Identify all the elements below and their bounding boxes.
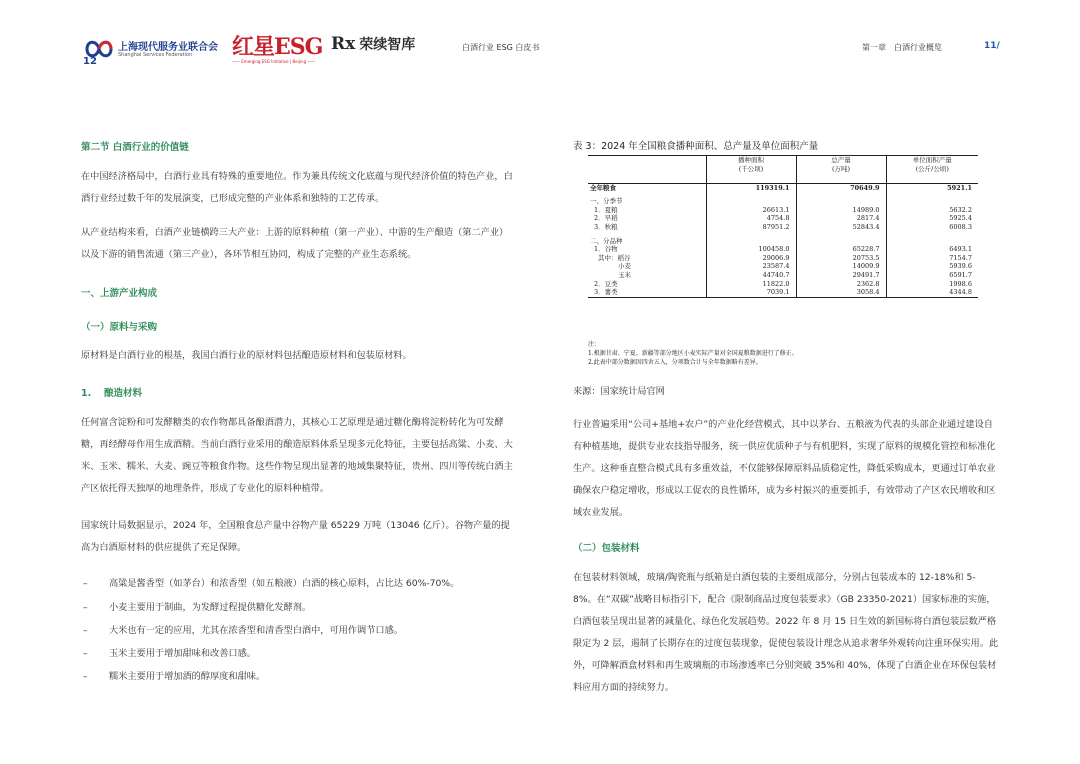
rongxu-name: 荣续智库 [359, 37, 416, 53]
table-notes [588, 340, 798, 367]
list-item [83, 599, 311, 613]
page-number-left: 12 [83, 56, 97, 67]
hongxing-esg-tagline: —— Emerging ESG Initiative | Beijing —— [232, 59, 316, 64]
bullet-dash: – [83, 648, 88, 659]
rongxu-think-tank-logo [331, 34, 415, 58]
heading-brewing-materials: 1. 酿造材料 [81, 388, 143, 399]
intro-paragraph-2: 从产业结构来看，白酒产业链横跨三大产业：上游的原料种植（第一产业）、中游的生产酿造（第二产业）以及下游的销售流通（第三产业），各环节相互协同，构成了完整的产业生态系统。 [81, 227, 509, 260]
packaging-paragraph: 在包装材料领域，玻璃/陶瓷瓶与纸箱是白酒包装的主要组成部分，分别占包装成本的 12-18%和 5-8%。在“双碳”战略目标指引下，配合《限制商品过度包装要求》（GB 23350-2021）国家标准的实施，白酒包装呈现出显著的减量化、绿色化发展趋势。2022 年 8 月 15 日生效的新国标将白酒包装层数严格限定为 2 层，遏制了长期存在的过度包装现象，促使包装设计理念从追求奢华外观转向注重环保实用。此外，可降解酒盒材料和再生玻璃瓶的市场渗透率已分别突破 35%和 40%，体现了白酒企业在环保包装材料应用方面的持续努力。 [573, 572, 999, 693]
bullet-dash: – [83, 625, 88, 636]
table-row: 1．谷物 100458.0 65228.7 6493.1 [588, 245, 978, 254]
list-item [83, 622, 403, 636]
page-number-right: 11/ [984, 41, 1000, 51]
table-row: 玉米 44740.7 29491.7 6591.7 [588, 271, 978, 280]
table-source: 来源：国家统计局官网 [573, 386, 665, 397]
table-row: 其中：稻谷 29006.9 20753.5 7154.7 [588, 254, 978, 263]
brewing-paragraph-2: 国家统计局数据显示，2024 年，全国粮食总产量中谷物产量 65229 万吨（13046 亿斤）。谷物产量的提高为白酒原材料的供应提供了充足保障。 [81, 520, 510, 553]
list-item-text: 小麦主要用于制曲，为发酵过程提供糖化发酵剂。 [109, 602, 312, 613]
table-note-2: 2.此表中部分数据因四舍五入，分项数合计与全年数据略有差异。 [588, 359, 762, 366]
list-item [83, 575, 459, 589]
list-item [83, 668, 265, 682]
federation-name: 上海现代服务业联合会 [118, 42, 218, 53]
table-row: 3．秋粮 87951.2 52843.4 6008.3 [588, 223, 978, 232]
hongxing-esg-name: 红星ESG [232, 34, 323, 60]
bullet-dash: – [83, 578, 88, 589]
raw-materials-intro: 原材料是白酒行业的根基，我国白酒行业的原材料包括酿造原材料和包装原材料。 [81, 350, 412, 361]
brewing-paragraph-1: 任何富含淀粉和可发酵糖类的农作物都具备酿酒潜力，其核心工艺原理是通过糖化酶将淀粉转化为可发酵糖，再经酵母作用生成酒精。当前白酒行业采用的酿造原料体系呈现多元化特征，主要包括高粱、小麦、大米、玉米、糯米、大麦、豌豆等粮食作物。这些作物呈现出显著的地域集聚特征，贵州、四川等传统白酒主产区依托得天独厚的地理条件，形成了专业化的原料种植带。 [81, 417, 513, 494]
table-caption: 表 3：2024 年全国粮食播种面积、总产量及单位面积产量 [573, 141, 819, 152]
table-header-area: 播种面积 (千公顷) [706, 156, 796, 175]
list-item [83, 645, 256, 659]
table-row: 2．早稻 4754.8 2817.4 5925.4 [588, 214, 978, 223]
list-item-text: 玉米主要用于增加甜味和改善口感。 [109, 648, 256, 659]
document-title: 白酒行业 ESG 白皮书 [462, 43, 540, 52]
chapter-title: 第一章 白酒行业概览 [862, 43, 942, 52]
hongxing-esg-logo [232, 30, 323, 64]
bullet-dash: – [83, 602, 88, 613]
table-row: 3．薯类 7039.1 3058.4 4344.8 [588, 288, 978, 297]
table-group-title: 二、分品种 [588, 237, 978, 246]
business-model-paragraph: 行业普遍采用“公司+基地+农户”的产业化经营模式，其中以茅台、五粮液为代表的头部企业通过建设自有种植基地，提供专业农技指导服务，统一供应优质种子与有机肥料，实现了原料的规模化管控和标准化生产。这种垂直整合模式具有多重效益，不仅能够保障原料品质稳定性，降低采购成本，更通过订单农业确保农户稳定增收，形成以工促农的良性循环，成为乡村振兴的重要抓手，有效带动了产区农民增收和区域农业发展。 [573, 419, 996, 518]
table-group-title: 一、分季节 [588, 197, 978, 206]
bullet-dash: – [83, 671, 88, 682]
list-item-text: 大米也有一定的应用，尤其在浓香型和清香型白酒中，可用作调节口感。 [109, 625, 403, 636]
section-title: 第二节 白酒行业的价值链 [81, 142, 189, 153]
table-row: 全年粮食 119319.1 70649.9 5921.1 [588, 183, 978, 192]
table-row: 小麦 23587.4 14009.9 5939.6 [588, 262, 978, 271]
rongxu-mark-icon: Rx [331, 34, 356, 54]
table-row: 2．豆类 11822.0 2362.8 1998.6 [588, 280, 978, 289]
table-row: 1．夏粮 26613.1 14989.0 5632.2 [588, 206, 978, 215]
federation-english-name: Shanghai Services Federation [118, 52, 193, 58]
table-note-label: 注： [588, 341, 601, 348]
list-item-text: 高粱是酱香型（如茅台）和浓香型（如五粮液）白酒的核心原料，占比达 60%-70%。 [109, 578, 460, 589]
intro-paragraph-1: 在中国经济格局中，白酒行业具有特殊的重要地位。作为兼具传统文化底蕴与现代经济价值的特色产业，白酒行业经过数千年的发展演变，已形成完整的产业体系和独特的工艺传承。 [81, 171, 513, 204]
table-header-output: 总产量 (万吨) [796, 156, 886, 175]
grain-production-table [588, 155, 978, 298]
list-item-text: 糯米主要用于增加酒的醇厚度和甜味。 [109, 671, 266, 682]
heading-upstream: 一、上游产业构成 [81, 288, 158, 299]
table-note-1: 1.根据甘肃、宁夏、新疆等部分地区小麦实际产量对全国夏粮数据进行了修正。 [588, 350, 798, 357]
table-header-yield: 单位面积产量 (公斤/公顷) [886, 156, 978, 175]
shanghai-services-federation-logo [84, 36, 234, 66]
table-header-blank [588, 156, 706, 175]
heading-packaging-materials: （二）包装材料 [573, 543, 640, 554]
heading-raw-materials: （一）原料与采购 [81, 322, 158, 333]
